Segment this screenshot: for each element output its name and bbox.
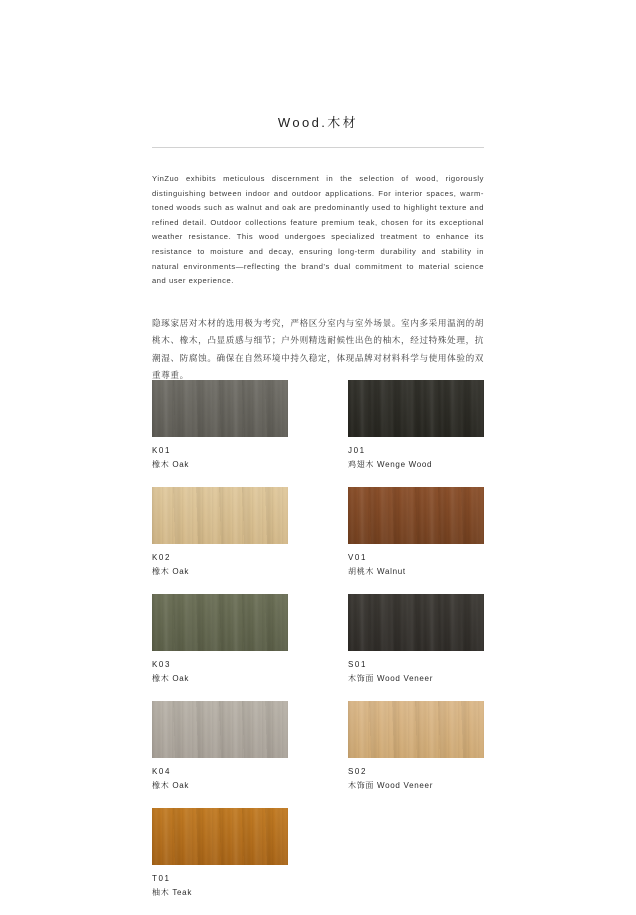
- swatch-row: [152, 701, 484, 791]
- article-content: [152, 0, 484, 393]
- swatch-code: V01: [348, 553, 368, 562]
- swatch-name: 鸡翅木 Wenge Wood: [348, 460, 433, 469]
- swatch-code: S01: [348, 660, 368, 669]
- swatch-grid: [152, 380, 484, 915]
- swatch-code: K01: [152, 446, 172, 455]
- swatch-name: 木饰面 Wood Veneer: [348, 674, 434, 683]
- title-block: [152, 0, 484, 148]
- swatch-placeholder: [348, 808, 484, 898]
- swatch-row: [152, 808, 484, 898]
- swatch-name: 柚木 Teak: [152, 888, 193, 897]
- wood-sample-chip[interactable]: [348, 594, 484, 651]
- wood-sample-chip[interactable]: [152, 380, 288, 437]
- swatch-name: 橡木 Oak: [152, 781, 190, 790]
- swatch-name: 橡木 Oak: [152, 674, 190, 683]
- swatch-item[interactable]: [348, 594, 484, 684]
- swatch-item[interactable]: [152, 487, 288, 577]
- wood-sample-chip[interactable]: [152, 594, 288, 651]
- swatch-code: K04: [152, 767, 172, 776]
- swatch-item[interactable]: [152, 380, 288, 470]
- swatch-row: [152, 594, 484, 684]
- swatch-item[interactable]: [152, 594, 288, 684]
- swatch-code: S02: [348, 767, 368, 776]
- wood-sample-chip[interactable]: [152, 701, 288, 758]
- swatch-code: K02: [152, 553, 172, 562]
- swatch-code: J01: [348, 446, 366, 455]
- wood-sample-chip[interactable]: [348, 701, 484, 758]
- paragraph-english: YinZuo exhibits meticulous discernment in the selection of wood, rigorously distinguishing between indoor and outdoor applications. For interior spaces, warm-toned woods such as walnut and oak are predominantly used to highlight texture and refined detail. Outdoor collections feature premium teak, chosen for its exceptional weather resistance. This wood undergoes specialized treatment to enhance its resistance to moisture and decay, ensuring long-term durability and stability in natural environments—reflecting the brand's dual commitment to material science and user experience.: [152, 174, 484, 286]
- page-title: Wood.木材: [277, 115, 359, 130]
- swatch-name: 橡木 Oak: [152, 567, 190, 576]
- swatch-name: 橡木 Oak: [152, 460, 190, 469]
- title-divider: [152, 147, 484, 148]
- paragraph-chinese: 隐琢家居对木材的选用极为考究，严格区分室内与室外场景。室内多采用温润的胡桃木、橡木，凸显质感与细节；户外则精选耐候性出色的柚木，经过特殊处理，抗潮湿、防腐蚀。确保在自然环境中持久稳定，体现品牌对材料科学与使用体验的双重尊重。: [152, 317, 484, 381]
- wood-sample-chip[interactable]: [348, 487, 484, 544]
- wood-sample-chip[interactable]: [348, 380, 484, 437]
- swatch-row: [152, 487, 484, 577]
- swatch-item[interactable]: [152, 701, 288, 791]
- swatch-item[interactable]: [348, 380, 484, 470]
- swatch-name: 胡桃木 Walnut: [348, 567, 406, 576]
- swatch-item[interactable]: [348, 487, 484, 577]
- swatch-row: [152, 380, 484, 470]
- swatch-item[interactable]: [348, 701, 484, 791]
- swatch-code: T01: [152, 874, 171, 883]
- swatch-code: K03: [152, 660, 172, 669]
- wood-sample-chip[interactable]: [152, 808, 288, 865]
- wood-sample-chip[interactable]: [152, 487, 288, 544]
- swatch-item[interactable]: [152, 808, 288, 898]
- swatch-name: 木饰面 Wood Veneer: [348, 781, 434, 790]
